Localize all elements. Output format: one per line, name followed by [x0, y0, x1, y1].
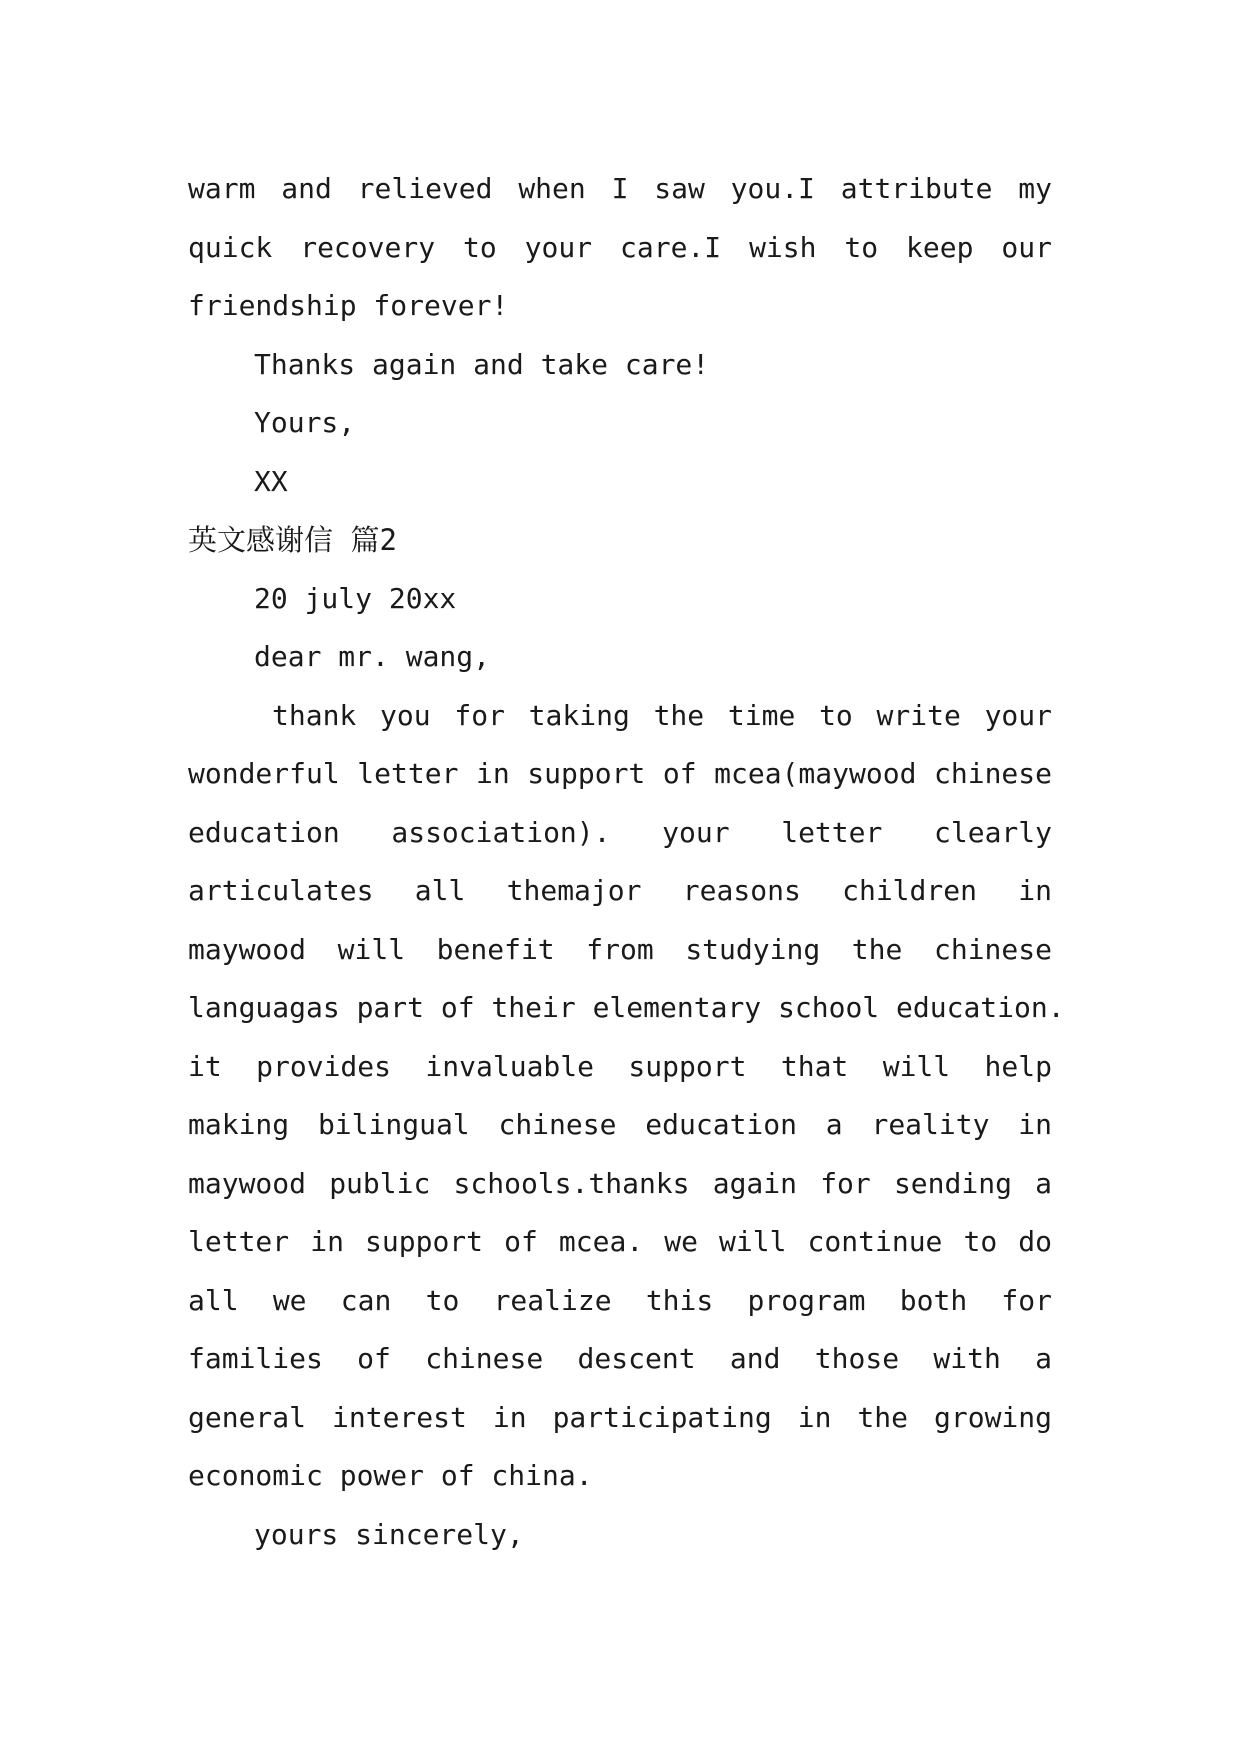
letter2-body-line: economic power of china. — [188, 1459, 593, 1492]
letter2-body-line: maywood public schools.thanks again for sending a — [188, 1166, 1052, 1200]
letter2-body-line: it provides invaluable support that will help — [188, 1049, 1052, 1083]
letter2-salutation: dear mr. wang, — [254, 640, 491, 673]
letter2-body-line: languagas part of their elementary school education. — [188, 991, 1065, 1024]
letter2-body-line: all we can to realize this program both for — [188, 1283, 1052, 1317]
letter1-body-line: quick recovery to your care.I wish to keep our — [188, 230, 1052, 264]
letter1-body-line: warm and relieved when I saw you.I attribute my — [188, 172, 1052, 205]
letter2-body-line: letter in support of mcea. we will continue to do — [188, 1225, 1052, 1258]
letter2-date: 20 july 20xx — [254, 581, 457, 615]
letter2-body-line: wonderful letter in support of mcea(maywood chinese — [188, 757, 1052, 790]
document-page — [188, 160, 1065, 1564]
letter1-closing: Thanks again and take care! — [254, 347, 710, 381]
letter2-body-line: families of chinese descent and those with a — [188, 1342, 1052, 1375]
letter2-signoff: yours sincerely, — [254, 1517, 524, 1551]
letter2-body-line: maywood will benefit from studying the chinese — [188, 932, 1052, 966]
letter1-signature: XX — [254, 464, 288, 498]
letter2-body-line: education association). your letter clearly — [188, 815, 1052, 849]
letter2-body-line: thank you for taking the time to write your — [272, 698, 1052, 732]
section-heading: 英文感谢信 篇2 — [188, 523, 397, 557]
letter2-body-line: making bilingual chinese education a reality in — [188, 1108, 1052, 1141]
letter1-signoff: Yours, — [254, 406, 356, 439]
letter2-body-line: general interest in participating in the growing — [188, 1400, 1052, 1434]
letter1-body-line: friendship forever! — [188, 289, 509, 322]
letter2-body-line: articulates all themajor reasons children in — [188, 874, 1052, 907]
